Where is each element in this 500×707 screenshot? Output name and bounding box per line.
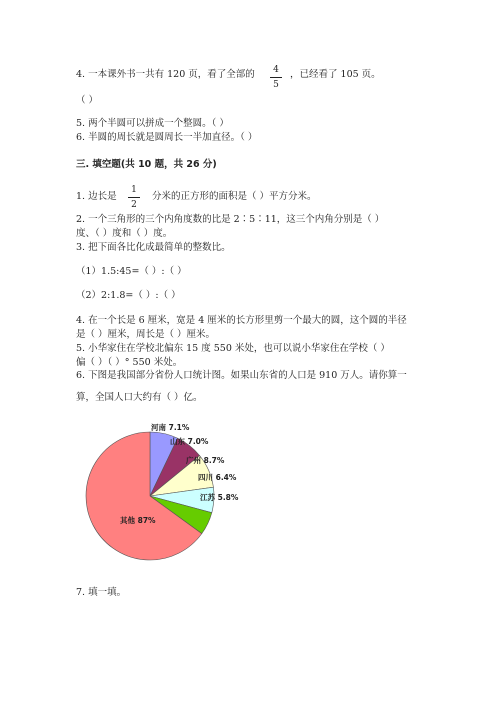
f3-line1: 3. 把下面各比化成最简单的整数比。 bbox=[76, 242, 231, 253]
q4-text-b: ，已经看了 105 页。 bbox=[290, 69, 381, 80]
f1-text-a: 1. 边长是 bbox=[76, 191, 117, 202]
pie-label-5: 其他 87% bbox=[120, 516, 156, 525]
f6-line1: 6. 下图是我国部分省份人口统计图。如果山东省的人口是 910 万人。请你算一 bbox=[76, 370, 407, 381]
f1-frac-num: 1 bbox=[128, 184, 140, 198]
f3-sub1: （1）1.5:45=（ ）:（ ） bbox=[76, 266, 187, 277]
pie-label-3: 四川 6.4% bbox=[198, 473, 237, 482]
f4-line1: 4. 在一个长是 6 厘米，宽是 4 厘米的长方形里剪一个最大的圆，这个圆的半径 bbox=[76, 315, 407, 326]
population-pie-chart bbox=[80, 418, 280, 568]
f1-text-b: 分米的正方形的面积是（ ）平方分米。 bbox=[152, 191, 317, 202]
f4-line2: 是（ ）厘米，周长是（ ）厘米。 bbox=[76, 329, 216, 340]
f1-frac-den: 2 bbox=[131, 200, 137, 210]
section-heading: 三. 填空题(共 10 题，共 26 分) bbox=[76, 159, 217, 170]
q4-text bbox=[76, 68, 255, 81]
f1-fraction bbox=[128, 184, 140, 211]
f6-line2: 算，全国人口大约有（ ）亿。 bbox=[76, 392, 203, 403]
q4-fraction bbox=[270, 64, 282, 91]
pie-label-2: 广州 8.7% bbox=[186, 456, 225, 465]
f7-text: 7. 填一填。 bbox=[76, 587, 127, 598]
f2-line2: 度、（ ）度和（ ）度。 bbox=[76, 228, 173, 239]
f3-sub2: （2）2:1.8=（ ）:（ ） bbox=[76, 290, 181, 301]
q4-frac-num: 4 bbox=[270, 64, 282, 78]
f5-line2: 偏（ ）（ ）° 550 米处。 bbox=[76, 357, 183, 368]
pie-label-1: 山东 7.0% bbox=[170, 437, 209, 446]
q6-text: 6. 半圆的周长就是圆周长一半加直径。（ ） bbox=[76, 132, 258, 143]
f2-line1: 2. 一个三角形的三个内角度数的比是 2∶5∶11，这三个内角分别是（ ） bbox=[76, 214, 385, 225]
pie-label-4: 江苏 5.8% bbox=[200, 493, 239, 502]
f5-line1: 5. 小华家住在学校北偏东 15 度 550 米处，也可以说小华家住在学校（ ） bbox=[76, 343, 390, 354]
q4-answer-blank[interactable]: （ ） bbox=[76, 95, 99, 106]
q4-frac-den: 5 bbox=[273, 80, 279, 90]
q5-text: 5. 两个半圆可以拼成一个整圆。（ ） bbox=[76, 118, 229, 129]
q4-text-a: 4. 一本课外书一共有 120 页，看了全部的 bbox=[76, 69, 255, 80]
pie-label-0: 河南 7.1% bbox=[151, 423, 190, 432]
